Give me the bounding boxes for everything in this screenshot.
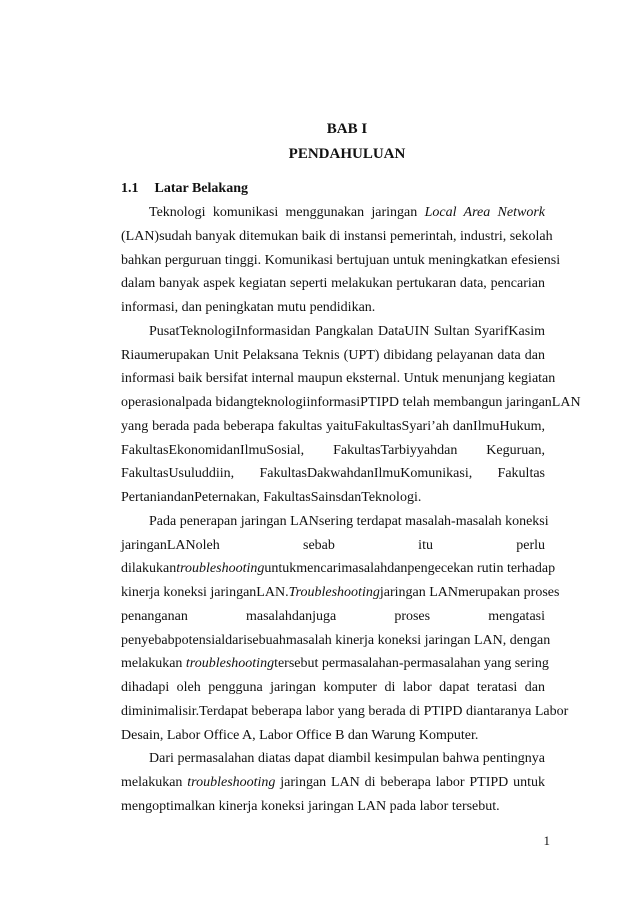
text-line	[121, 251, 561, 271]
text-segment: informasi, dan peningkatan mutu pendidikan.	[121, 300, 376, 315]
text-segment: penanganan masalahdanjuga proses mengatasi	[121, 608, 545, 624]
text-line	[121, 631, 551, 651]
text-segment: Dari permasalahan diatas dapat diambil kesimpulan bahwa pentingnya	[149, 751, 545, 767]
text-segment: dalam banyak aspek kegiatan seperti melakukan pertukaran data, pencarian	[121, 276, 545, 292]
text-line	[149, 749, 545, 769]
text-segment: Pada penerapan jaringan LANsering terdapat masalah-masalah koneksi	[149, 513, 549, 529]
text-segment: kinerja koneksi jaringanLAN.	[121, 585, 289, 600]
text-segment: PertaniandanPeternakan, FakultasSainsdanTeknologi.	[121, 490, 422, 505]
italic-term: troubleshooting	[185, 656, 275, 672]
chapter-number: BAB I	[326, 121, 368, 137]
italic-term: Local Area Network	[424, 205, 545, 220]
text-line	[121, 583, 560, 603]
text-line	[121, 417, 545, 437]
text-segment: dihadapi oleh pengguna jaringan komputer di labor dapat teratasi dan	[121, 680, 545, 695]
text-line	[121, 797, 545, 817]
text-line	[149, 203, 545, 223]
text-line	[121, 559, 556, 579]
text-segment: FakultasUsuluddiin, FakultasDakwahdanIlmuKomunikasi, Fakultas	[121, 466, 545, 482]
text-line	[149, 512, 549, 532]
text-segment: diminimalisir.Terdapat beberapa labor yang berada di PTIPD diantaranya Labor	[121, 703, 569, 719]
text-line	[121, 369, 556, 389]
text-line	[121, 227, 553, 247]
text-segment: (LAN)sudah banyak ditemukan baik di instansi pemerintah, industri, sekolah	[121, 228, 553, 244]
text-segment: jaringanLANoleh sebab itu perlu	[121, 537, 545, 553]
text-segment: jaringan LANmerupakan proses	[379, 585, 560, 600]
text-segment: operasionalpada bidangteknologiinformasiPTIPD telah membangun jaringanLAN	[121, 395, 581, 410]
text-segment: tersebut permasalahan-permasalahan yang sering	[274, 656, 549, 672]
text-segment: informasi baik bersifat internal maupun eksternal. Untuk menunjang kegiatan	[121, 371, 556, 387]
text-segment: Teknologi komunikasi menggunakan jaringan	[149, 205, 425, 220]
text-segment: yang berada pada beberapa fakultas yaituFakultasSyari’ah danIlmuHukum,	[121, 418, 545, 434]
italic-term: Troubleshooting	[288, 585, 380, 600]
chapter-title: PENDAHULUAN	[288, 146, 406, 162]
text-line	[121, 654, 549, 674]
section-heading	[121, 181, 248, 197]
text-line	[121, 298, 545, 318]
text-segment: melakukan	[121, 775, 188, 790]
section-title: Latar Belakang	[154, 181, 248, 196]
text-segment: dilakukan	[121, 561, 177, 577]
text-segment: melakukan	[121, 656, 186, 672]
page-number: 1	[543, 833, 550, 848]
text-line	[121, 488, 545, 508]
text-line	[121, 726, 545, 746]
text-line	[121, 464, 545, 484]
text-line	[121, 441, 545, 461]
text-segment: untukmencarimasalahdanpengecekan rutin terhadap	[264, 561, 556, 577]
text-segment: bahkan perguruan tinggi. Komunikasi bertujuan untuk meningkatkan efesiensi	[121, 252, 561, 268]
text-line	[121, 678, 545, 698]
text-segment: FakultasEkonomidanIlmuSosial, FakultasTarbiyyahdan Keguruan,	[121, 442, 545, 458]
text-segment: Riaumerupakan Unit Pelaksana Teknis (UPT) dibidang pelayanan data dan	[121, 347, 545, 363]
text-line	[121, 702, 569, 722]
text-line	[121, 274, 545, 294]
text-line	[121, 393, 581, 413]
text-segment: jaringan LAN di beberapa labor PTIPD untuk	[275, 775, 545, 790]
text-line	[121, 773, 545, 793]
italic-term: troubleshooting	[176, 561, 265, 577]
text-segment: PusatTeknologiInformasidan Pangkalan DataUIN Sultan SyarifKasim	[149, 323, 545, 339]
section-number: 1.1	[121, 181, 139, 196]
text-segment: penyebabpotensialdarisebuahmasalah kinerja koneksi jaringan LAN, dengan	[121, 632, 551, 648]
text-segment: mengoptimalkan kinerja koneksi jaringan LAN pada labor tersebut.	[121, 798, 500, 814]
text-segment: Desain, Labor Office A, Labor Office B dan Warung Komputer.	[121, 727, 479, 743]
text-line	[121, 607, 545, 627]
text-line	[149, 322, 545, 342]
italic-term: troubleshooting	[187, 775, 276, 790]
text-line	[121, 346, 545, 366]
text-line	[121, 536, 545, 556]
